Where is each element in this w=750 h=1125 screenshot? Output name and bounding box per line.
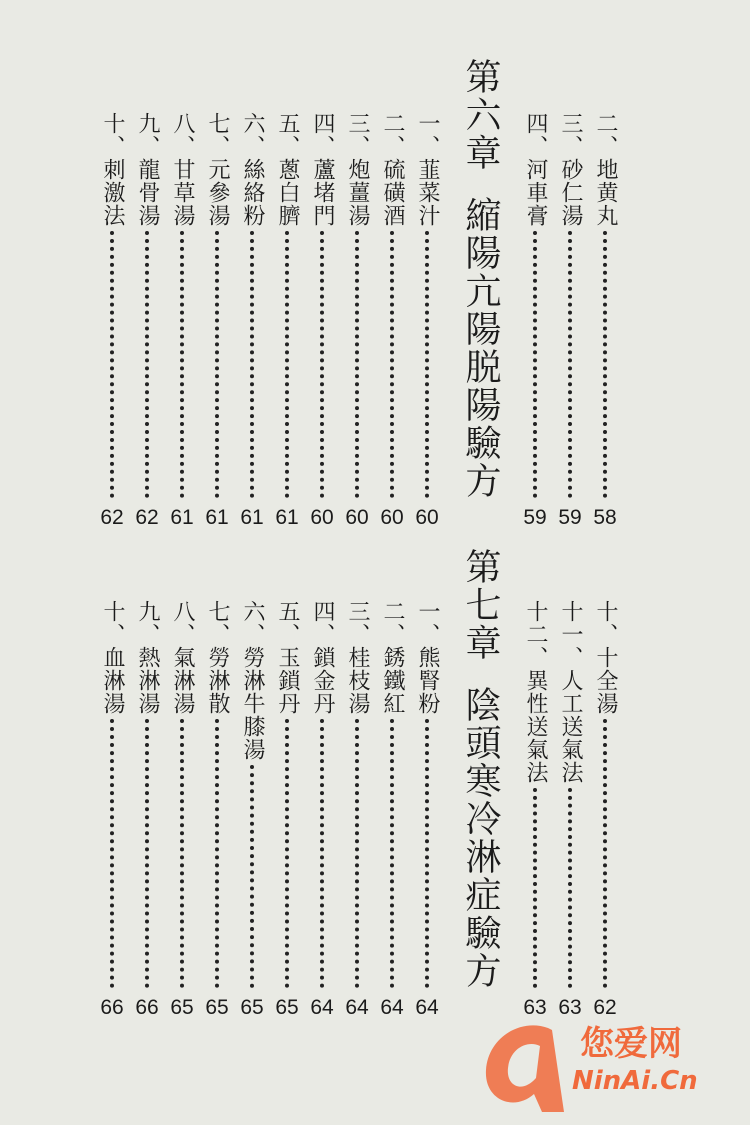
toc-entry-page-number: 59 bbox=[558, 506, 582, 529]
dot-leader bbox=[425, 719, 429, 988]
toc-entry-label: 一、韮菜汁 bbox=[415, 112, 440, 227]
dot-leader bbox=[390, 719, 394, 988]
toc-entry-label: 三、炮薑湯 bbox=[345, 112, 370, 227]
chapter-7-number: 第七章 bbox=[460, 548, 501, 662]
toc-entry-page-number: 63 bbox=[558, 996, 582, 1019]
toc-entry-label: 五、蔥白臍 bbox=[275, 112, 300, 227]
dot-leader bbox=[603, 231, 607, 498]
watermark-cn-text: 您爱网 bbox=[580, 1024, 682, 1064]
toc-entry-page-number: 62 bbox=[135, 506, 159, 529]
toc-entry-page-number: 58 bbox=[593, 506, 617, 529]
toc-entry-page-number: 62 bbox=[100, 506, 124, 529]
toc-entry bbox=[553, 112, 587, 530]
toc-entry bbox=[553, 600, 587, 1020]
toc-entry bbox=[200, 600, 234, 1020]
dot-leader bbox=[180, 719, 184, 988]
toc-entry-label: 四、鎖金丹 bbox=[310, 600, 335, 715]
dot-leader bbox=[533, 231, 537, 498]
dot-leader bbox=[425, 231, 429, 498]
dot-leader bbox=[250, 765, 254, 988]
toc-entry bbox=[235, 600, 269, 1020]
dot-leader bbox=[145, 231, 149, 498]
dot-leader bbox=[603, 719, 607, 988]
toc-entry bbox=[375, 600, 409, 1020]
chapter-6-title: 縮陽亢陽脱陽驗方 bbox=[460, 196, 501, 500]
dot-leader bbox=[355, 719, 359, 988]
toc-entry-label: 二、硫磺酒 bbox=[380, 112, 405, 227]
toc-entry-page-number: 65 bbox=[205, 996, 229, 1019]
dot-leader bbox=[110, 231, 114, 498]
toc-entry-page-number: 59 bbox=[523, 506, 547, 529]
toc-entry-label: 四、河車膏 bbox=[523, 112, 548, 227]
toc-entry-label: 五、玉鎖丹 bbox=[275, 600, 300, 715]
dot-leader bbox=[250, 231, 254, 498]
dot-leader bbox=[320, 719, 324, 988]
toc-entry-page-number: 62 bbox=[593, 996, 617, 1019]
toc-entry-label: 二、銹鐵紅 bbox=[380, 600, 405, 715]
toc-entry bbox=[130, 112, 164, 530]
ninai-watermark bbox=[470, 1008, 740, 1118]
toc-entry-page-number: 61 bbox=[170, 506, 194, 529]
toc-entry-label: 三、砂仁湯 bbox=[558, 112, 583, 227]
dot-leader bbox=[568, 231, 572, 498]
toc-entry-label: 十、刺激法 bbox=[100, 112, 125, 227]
toc-entry-page-number: 60 bbox=[310, 506, 334, 529]
toc-entry-page-number: 61 bbox=[240, 506, 264, 529]
toc-entry-label: 三、桂枝湯 bbox=[345, 600, 370, 715]
toc-entry bbox=[410, 112, 444, 530]
toc-entry-page-number: 65 bbox=[240, 996, 264, 1019]
dot-leader bbox=[320, 231, 324, 498]
toc-entry-page-number: 63 bbox=[523, 996, 547, 1019]
toc-entry-page-number: 65 bbox=[170, 996, 194, 1019]
dot-leader bbox=[533, 788, 537, 988]
toc-entry bbox=[375, 112, 409, 530]
dot-leader bbox=[215, 719, 219, 988]
toc-entry-label: 四、蘆堵門 bbox=[310, 112, 335, 227]
dot-leader bbox=[145, 719, 149, 988]
toc-entry-label: 六、勞淋牛膝湯 bbox=[240, 600, 265, 761]
toc-entry-page-number: 61 bbox=[275, 506, 299, 529]
toc-entry bbox=[340, 600, 374, 1020]
toc-entry-page-number: 64 bbox=[415, 996, 439, 1019]
dot-leader bbox=[390, 231, 394, 498]
toc-entry bbox=[518, 600, 552, 1020]
toc-entry-label: 八、氣淋湯 bbox=[170, 600, 195, 715]
toc-entry bbox=[235, 112, 269, 530]
toc-entry-label: 十、血淋湯 bbox=[100, 600, 125, 715]
dot-leader bbox=[215, 231, 219, 498]
toc-entry-label: 一、熊腎粉 bbox=[415, 600, 440, 715]
toc-entry-page-number: 61 bbox=[205, 506, 229, 529]
toc-entry bbox=[165, 600, 199, 1020]
dot-leader bbox=[180, 231, 184, 498]
toc-entry-label: 二、地黄丸 bbox=[593, 112, 618, 227]
toc-entry-page-number: 64 bbox=[310, 996, 334, 1019]
toc-entry bbox=[305, 600, 339, 1020]
chapter-7-title: 陰頭寒冷淋症驗方 bbox=[460, 686, 501, 990]
chapter-6-number: 第六章 bbox=[460, 58, 501, 172]
toc-entry bbox=[95, 112, 129, 530]
toc-entry-page-number: 65 bbox=[275, 996, 299, 1019]
toc-entry bbox=[588, 600, 622, 1020]
toc-entry-page-number: 60 bbox=[380, 506, 404, 529]
toc-entry-label: 八、甘草湯 bbox=[170, 112, 195, 227]
toc-entry-label: 十一、人工送氣法 bbox=[558, 600, 583, 784]
toc-entry-page-number: 60 bbox=[415, 506, 439, 529]
toc-entry bbox=[305, 112, 339, 530]
toc-entry-label: 七、勞淋散 bbox=[205, 600, 230, 715]
toc-entry bbox=[340, 112, 374, 530]
toc-entry-page-number: 66 bbox=[100, 996, 124, 1019]
chapter-7-heading bbox=[458, 548, 502, 990]
toc-entry bbox=[200, 112, 234, 530]
dot-leader bbox=[568, 788, 572, 988]
toc-entry bbox=[410, 600, 444, 1020]
toc-entry-label: 七、元參湯 bbox=[205, 112, 230, 227]
dot-leader bbox=[110, 719, 114, 988]
watermark-en-text: NinAi.Cn bbox=[572, 1066, 698, 1096]
ninai-logo-icon bbox=[470, 1008, 580, 1118]
toc-entry-page-number: 60 bbox=[345, 506, 369, 529]
toc-entry bbox=[270, 112, 304, 530]
toc-entry-page-number: 64 bbox=[380, 996, 404, 1019]
chapter-6-heading bbox=[458, 58, 502, 500]
toc-entry-label: 十、十全湯 bbox=[593, 600, 618, 715]
dot-leader bbox=[285, 231, 289, 498]
dot-leader bbox=[355, 231, 359, 498]
toc-entry bbox=[95, 600, 129, 1020]
toc-entry-page-number: 64 bbox=[345, 996, 369, 1019]
toc-entry-label: 九、熱淋湯 bbox=[135, 600, 160, 715]
toc-entry-label: 十二、異性送氣法 bbox=[523, 600, 548, 784]
toc-entry bbox=[165, 112, 199, 530]
toc-entry bbox=[270, 600, 304, 1020]
toc-entry-label: 九、龍骨湯 bbox=[135, 112, 160, 227]
dot-leader bbox=[285, 719, 289, 988]
toc-entry-label: 六、絲絡粉 bbox=[240, 112, 265, 227]
toc-entry bbox=[518, 112, 552, 530]
toc-entry-page-number: 66 bbox=[135, 996, 159, 1019]
toc-entry bbox=[588, 112, 622, 530]
toc-entry bbox=[130, 600, 164, 1020]
